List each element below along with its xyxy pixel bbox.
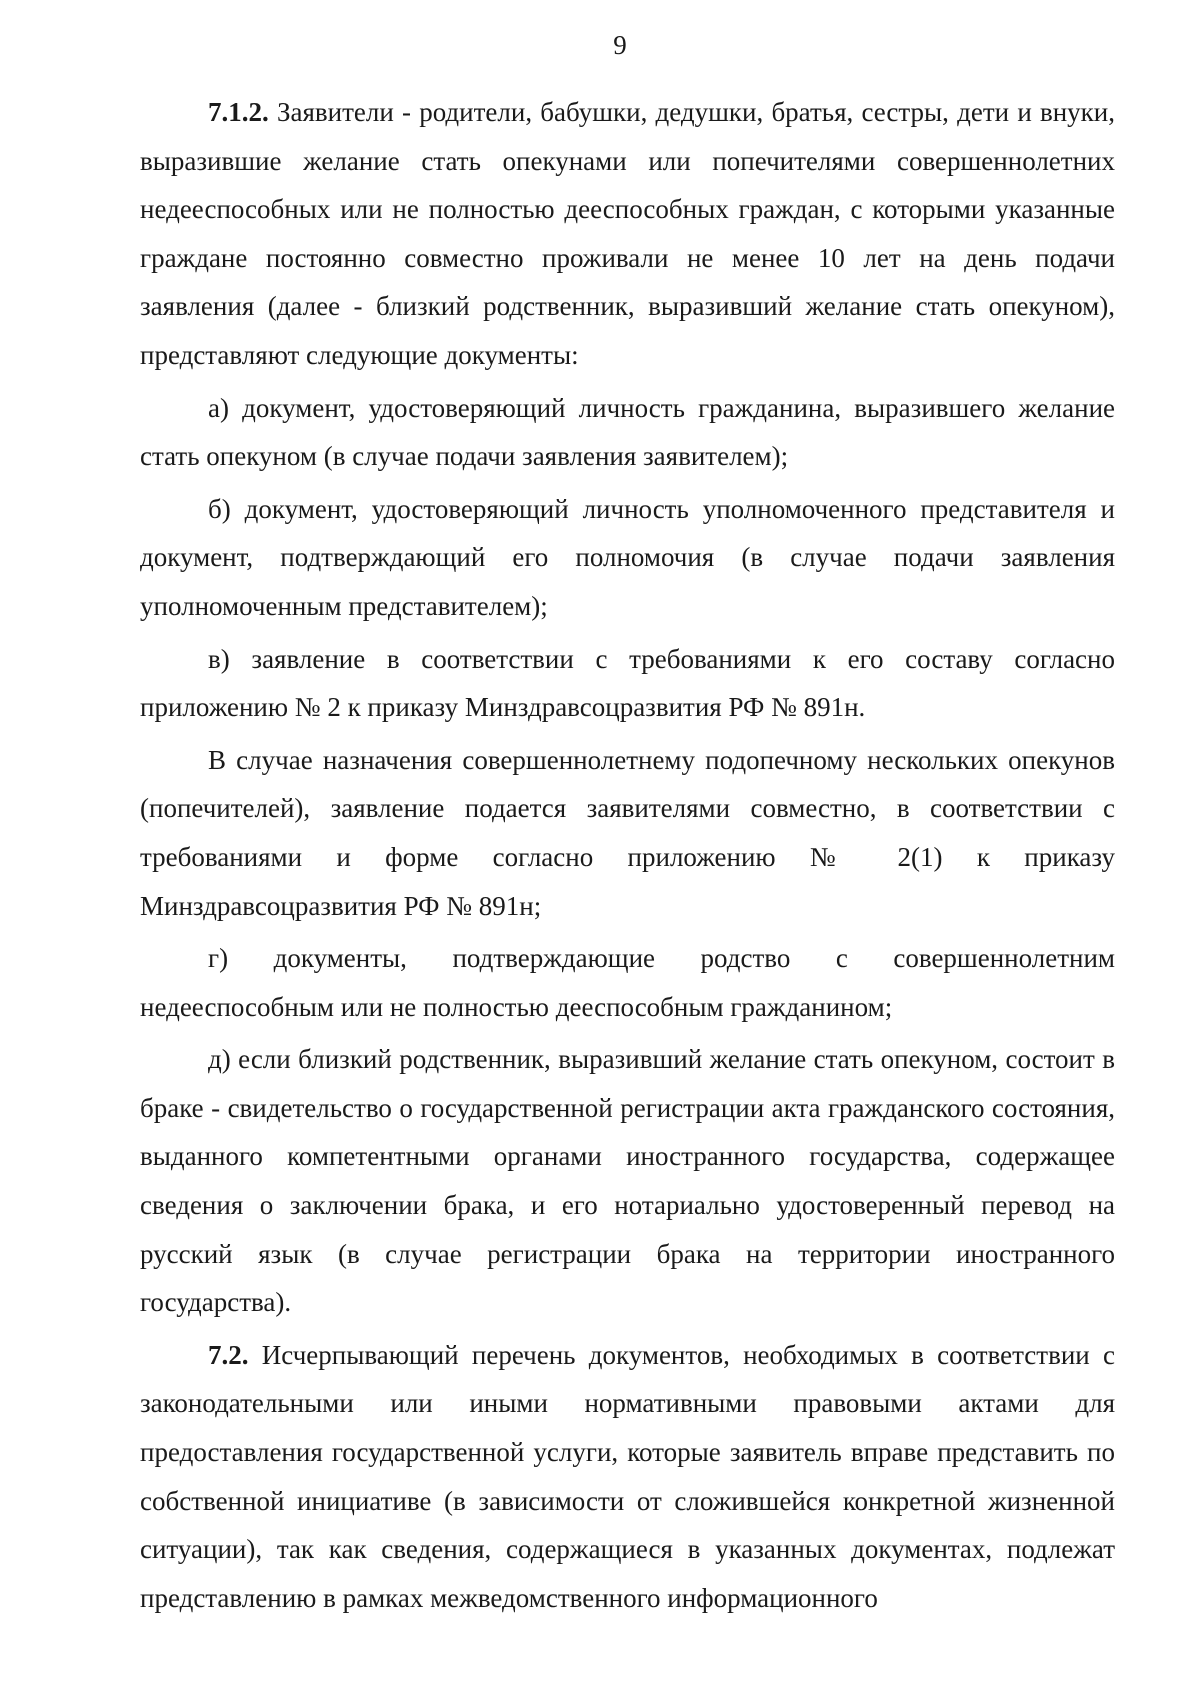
section-number: 7.2. [208, 1339, 249, 1370]
paragraph-text: Исчерпывающий перечень документов, необходимых в соответствии с законодательными или иными нормативными правовыми актами для предоставления государственной услуги, которые заявитель вправе представить по собственной инициативе (в зависимости от сложившейся конкретной жизненной ситуации), так как сведения, содержащиеся в указанных документах, подлежат представлению в рамках межведомственного информационного [140, 1339, 1115, 1613]
list-item-d [140, 1035, 1115, 1327]
list-item-g [140, 934, 1115, 1031]
paragraph-text: Заявители - родители, бабушки, дедушки, братья, сестры, дети и внуки, выразившие желание стать опекунами или попечителями совершеннолетних недееспособных или не полностью дееспособных граждан, с которыми указанные граждане постоянно совместно проживали не менее 10 лет на день подачи заявления (далее - близкий родственник, выразивший желание стать опекуном), представляют следующие документы: [140, 97, 1115, 370]
paragraph-multiple-guardians [140, 736, 1115, 930]
paragraph-7-2 [140, 1331, 1115, 1623]
list-item-a [140, 384, 1115, 481]
list-item-b [140, 485, 1115, 631]
paragraph-7-1-2 [140, 88, 1115, 380]
paragraph-text: а) документ, удостоверяющий личность гражданина, выразившего желание стать опекуном (в случае подачи заявления заявителем); [140, 392, 1115, 472]
paragraph-text: б) документ, удостоверяющий личность уполномоченного представителя и документ, подтверждающий его полномочия (в случае подачи заявления уполномоченным представителем); [140, 493, 1115, 621]
paragraph-text: в) заявление в соответствии с требованиями к его составу согласно приложению № 2 к приказу Минздравсоцразвития РФ № 891н. [140, 643, 1115, 723]
page-number: 9 [613, 30, 627, 60]
paragraph-text: д) если близкий родственник, выразивший желание стать опекуном, состоит в браке - свидетельство о государственной регистрации акта гражданского состояния, выданного компетентными органами иностранного государства, содержащее сведения о заключении брака, и его нотариально удостоверенный перевод на русский язык (в случае регистрации брака на территории иностранного государства). [140, 1044, 1115, 1318]
list-item-v [140, 635, 1115, 732]
document-body [140, 88, 1115, 1622]
paragraph-text: В случае назначения совершеннолетнему подопечному нескольких опекунов (попечителей), заявление подается заявителями совместно, в соответствии с требованиями и форме согласно приложению № 2(1) к приказу Минздравсоцразвития РФ № 891н; [140, 744, 1115, 921]
section-number: 7.1.2. [208, 97, 269, 127]
paragraph-text: г) документы, подтверждающие родство с совершеннолетним недееспособным или не полностью дееспособным гражданином; [140, 943, 1115, 1022]
